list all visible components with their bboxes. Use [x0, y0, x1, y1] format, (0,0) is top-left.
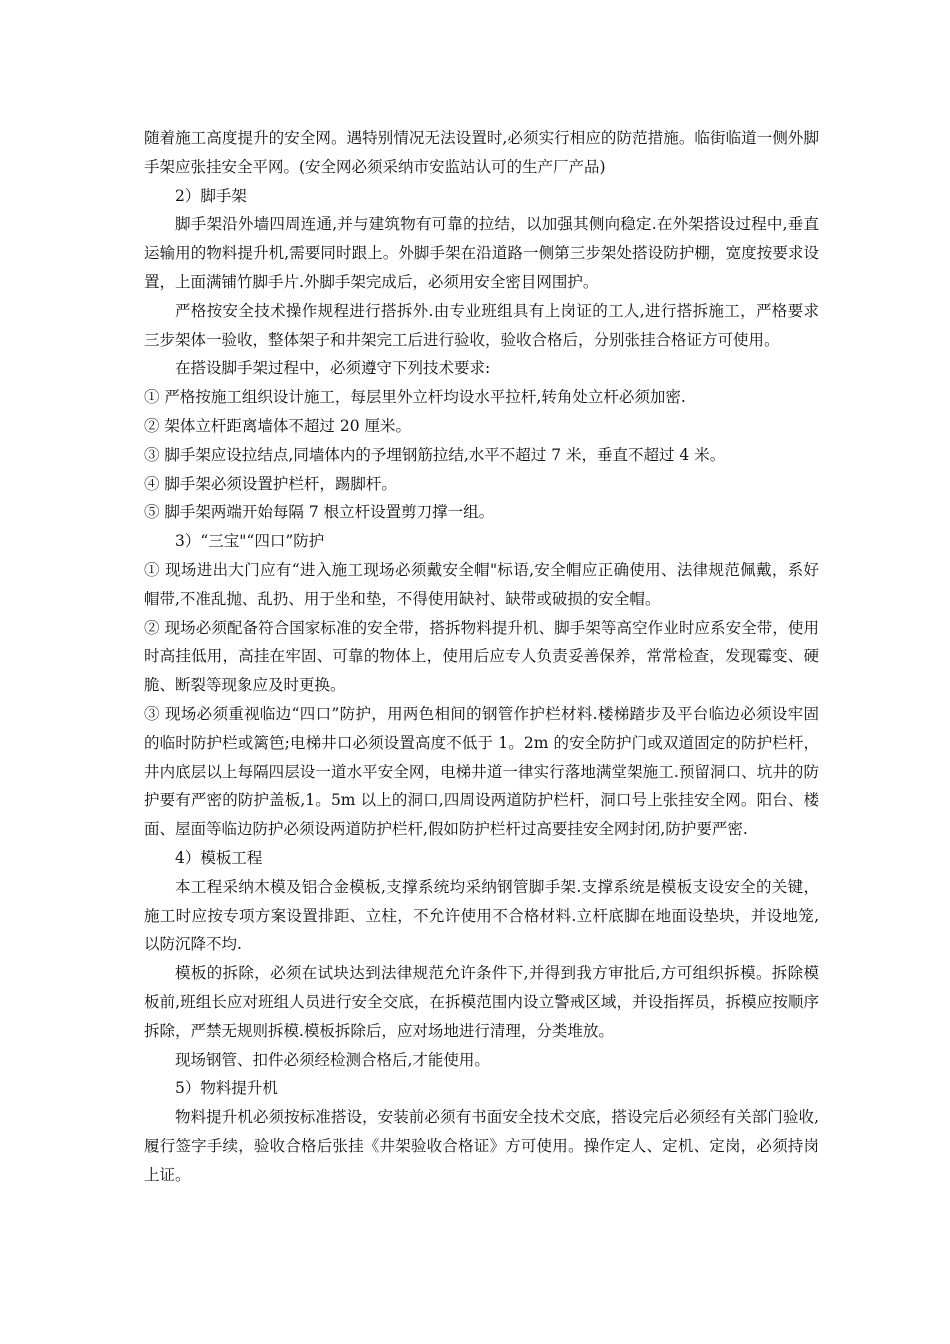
list-item: ④ 脚手架必须设置护栏杆，踢脚杆。 — [144, 474, 397, 493]
section-heading: 5）物料提升机 — [175, 1079, 278, 1098]
list-item: ① 严格按施工组织设计施工，每层里外立杆均设水平拉杆,转角处立杆必须加密. — [144, 388, 686, 407]
list-item: ⑤ 脚手架两端开始每隔 7 根立杆设置剪刀撑一组。 — [144, 503, 495, 522]
section-heading: 4）模板工程 — [175, 848, 263, 867]
document-body — [144, 124, 819, 1189]
list-item: ② 架体立杆距离墙体不超过 20 厘米。 — [144, 416, 412, 435]
paragraph: 物料提升机必须按标准搭设，安装前必须有书面安全技术交底，搭设完后必须经有关部门验收,履行签字手续，验收合格后张挂《井架验收合格证》方可使用。操作定人、定机、定岗，必须持岗上证。 — [144, 1108, 819, 1184]
paragraph: 现场钢管、扣件必须经检测合格后,才能使用。 — [175, 1050, 490, 1069]
list-item: ③ 脚手架应设拉结点,同墙体内的予埋钢筋拉结,水平不超过 7 米，垂直不超过 4 米。 — [144, 445, 726, 464]
paragraph: 脚手架沿外墙四周连通,并与建筑物有可靠的拉结，以加强其侧向稳定.在外架搭设过程中,垂直运输用的物料提升机,需要同时跟上。外脚手架在沿道路一侧第三步架处搭设防护棚，宽度按要求设置，上面满铺竹脚手片.外脚手架完成后，必须用安全密目网围护。 — [144, 215, 819, 291]
paragraph: 随着施工高度提升的安全网。遇特别情况无法设置时,必须实行相应的防范措施。临街临道一侧外脚手架应张挂安全平网。(安全网必须采纳市安监站认可的生产厂产品) — [144, 129, 819, 176]
list-item: ② 现场必须配备符合国家标准的安全带，搭拆物料提升机、脚手架等高空作业时应系安全带，使用时高挂低用，高挂在牢固、可靠的物体上，使用后应专人负责妥善保养，常常检查，发现霉变、硬脆、断裂等现象应及时更换。 — [144, 618, 819, 695]
paragraph: 模板的拆除，必须在试块达到法律规范允许条件下,并得到我方审批后,方可组织拆模。拆除模板前,班组长应对班组人员进行安全交底，在拆模范围内设立警戒区域，并设指挥员，拆模应按顺序拆除，严禁无规则拆模.模板拆除后，应对场地进行清理，分类堆放。 — [144, 964, 819, 1040]
list-item: ③ 现场必须重视临边“四口”防护，用两色相间的钢管作护栏材料.楼梯踏步及平台临边必须设牢固的临时防护栏或篱笆;电梯井口必须设置高度不低于 1。2m 的安全防护门或双道固定的防护栏杆，井内底层以上每隔四层设一道水平安全网，电梯井道一律实行落地满堂架施工.预留洞口、坑井的防护要有严密的防护盖板,1。5m 以上的洞口,四周设两道防护栏杆，洞口号上张挂安全网。阳台、楼面、屋面等临边防护必须设两道防护栏杆,假如防护栏杆过高要挂安全网封闭,防护要严密. — [144, 704, 819, 839]
section-heading: 3）“三宝"“四口”防护 — [175, 532, 325, 551]
paragraph: 严格按安全技术操作规程进行搭拆外.由专业班组具有上岗证的工人,进行搭拆施工，严格要求三步架体一验收，整体架子和井架完工后进行验收，验收合格后，分别张挂合格证方可使用。 — [144, 301, 819, 349]
list-item: ① 现场进出大门应有“进入施工现场必须戴安全帽"标语,安全帽应正确使用、法律规范佩戴，系好帽带,不准乱抛、乱扔、用于坐和垫，不得使用缺衬、缺带或破损的安全帽。 — [144, 560, 819, 608]
paragraph: 本工程采纳木模及铝合金模板,支撑系统均采纳钢管脚手架.支撑系统是模板支设安全的关键，施工时应按专项方案设置排距、立柱，不允许使用不合格材料.立杆底脚在地面设垫块，并设地笼,以防沉降不均. — [144, 877, 819, 954]
paragraph: 在搭设脚手架过程中，必须遵守下列技术要求: — [175, 359, 491, 378]
section-heading: 2）脚手架 — [175, 186, 247, 205]
